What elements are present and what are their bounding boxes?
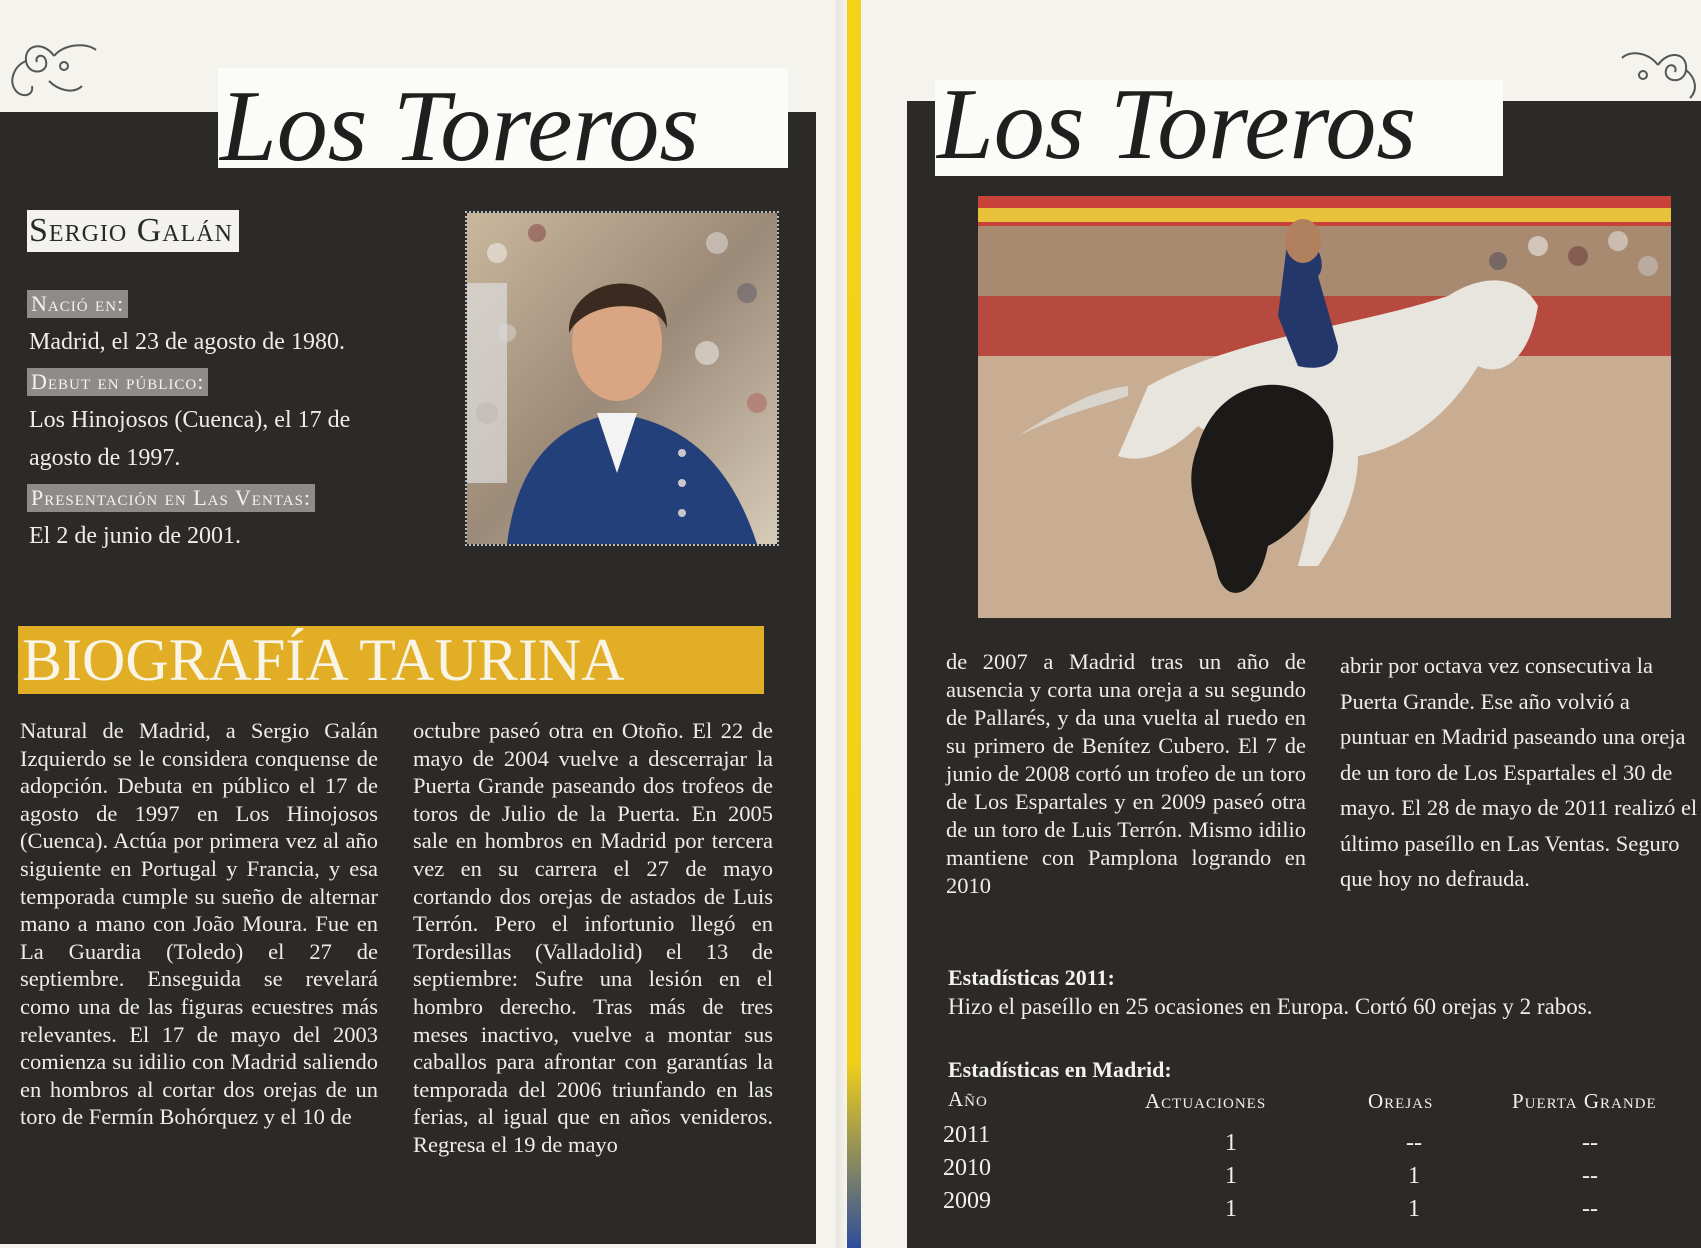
page-title-left: Los Toreros (218, 68, 788, 168)
table-cell-orejas: 1 (1408, 1196, 1420, 1222)
table-cell-puerta-grande: -- (1582, 1163, 1598, 1189)
value-debut-line2: agosto de 1997. (29, 445, 181, 471)
table-cell-puerta-grande: -- (1582, 1130, 1598, 1156)
torero-name: Sergio Galán (27, 210, 239, 252)
table-header-puerta-grande: Puerta Grande (1512, 1089, 1657, 1113)
stats-2011-heading: Estadísticas 2011: (948, 965, 1115, 990)
bio-column-2: octubre paseó otra en Otoño. El 22 de mayo de 2004 vuelve a descerrajar la Puerta Grande paseando dos trofeos de toros de Julio de la Puerta. En 2005 sale en hombros en Madrid por tercera vez en su carrera el 27 de mayo cortando dos orejas de astados de Luis Terrón. Pero el infortunio llegó en Tordesillas (Valladolid) el 13 de septiembre: Sufre una lesión en el hombro derecho. Tras más de tres meses inactivo, vuelve a montar sus caballos para afrontar con garantías la temporada del 2006 triunfando en las ferias, al igual que en años venideros. Regresa el 19 de mayo (413, 718, 773, 1157)
page-title-right: Los Toreros (935, 80, 1503, 176)
bio-column-1: Natural de Madrid, a Sergio Galán Izquierdo se le considera conquense de adopción. Debuta en público el 17 de agosto de 1997 en Los Hinojosos (Cuenca). Actúa por primera vez al año siguiente en Portugal y Francia, y esa temporada cumple su sueño de alternar mano a mano con João Moura. Fue en La Guardia (Toledo) el 27 de septiembre. Enseguida se revelará como una de las figuras ecuestres más relevantes. El 17 de mayo del 2003 comienza su idilio con Madrid saliendo en hombros al cortar dos orejas de un toro de Fermín Bohórquez y el 10 de (20, 718, 378, 1130)
table-cell-orejas: 1 (1408, 1163, 1420, 1189)
flourish-ornament-icon (1618, 40, 1698, 110)
table-header-year: Año (948, 1087, 988, 1111)
bio-column-3: de 2007 a Madrid tras un año de ausencia y corta una oreja a su segundo de Pallarés, y da una vuelta al ruedo en su primero de Benítez Cubero. El 7 de junio de 2008 cortó un trofeo de un toro de Los Espartales y en 2009 paseó otra de un toro de Luis Terrón. Mismo idilio mantiene con Pamplona logrando en 2010 (946, 649, 1306, 898)
table-cell-year: 2009 (943, 1188, 991, 1214)
table-cell-actuaciones: 1 (1225, 1163, 1237, 1189)
table-cell-actuaciones: 1 (1225, 1196, 1237, 1222)
portrait-photo (465, 211, 779, 546)
value-presentation: El 2 de junio de 2001. (29, 523, 241, 549)
table-header-actuaciones: Actuaciones (1145, 1089, 1267, 1113)
table-cell-year: 2011 (943, 1122, 991, 1148)
bio-heading: BIOGRAFÍA TAURINA (18, 626, 764, 694)
title-rule-left (790, 116, 816, 168)
table-cell-year: 2010 (943, 1155, 991, 1181)
bio-column-4: abrir por octava vez consecutiva la Puerta Grande. Ese año volvió a puntuar en Madrid paseando una oreja de un toro de Los Espartales el 30 de mayo. El 28 de mayo de 2011 realizó el último paseíllo en Las Ventas. Seguro que hoy no defrauda. (1340, 653, 1698, 891)
table-header-orejas: Orejas (1368, 1089, 1434, 1113)
value-debut-line1: Los Hinojosos (Cuenca), el 17 de (29, 407, 351, 433)
stats-2011-text: Hizo el paseíllo en 25 ocasiones en Europa. Cortó 60 orejas y 2 rabos. (948, 994, 1593, 1019)
stats-madrid-heading: Estadísticas en Madrid: (948, 1057, 1172, 1082)
table-cell-actuaciones: 1 (1225, 1130, 1237, 1156)
label-born: Nació en: (27, 290, 128, 318)
value-born: Madrid, el 23 de agosto de 1980. (29, 329, 345, 355)
label-debut: Debut en público: (27, 368, 208, 396)
label-presentation: Presentación en Las Ventas: (27, 484, 315, 512)
spine-stripe (847, 0, 861, 1248)
action-photo (978, 196, 1671, 618)
table-cell-puerta-grande: -- (1582, 1196, 1598, 1222)
flourish-ornament-icon (4, 36, 104, 106)
table-cell-orejas: -- (1406, 1130, 1422, 1156)
